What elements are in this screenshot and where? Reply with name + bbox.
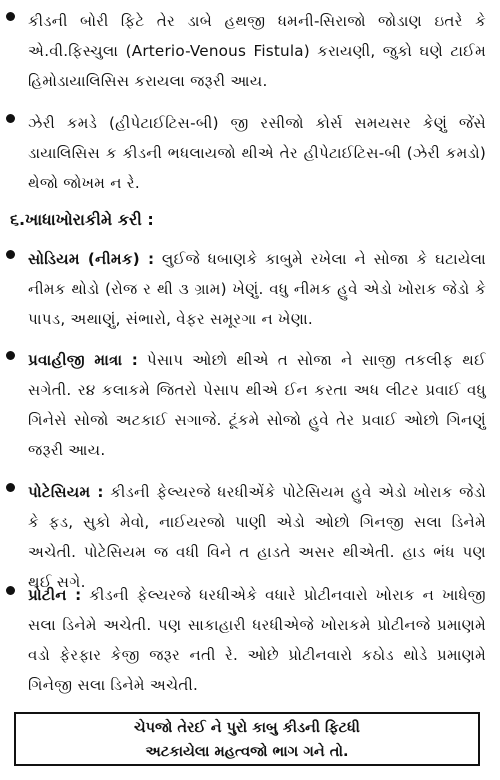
bullet-lead: પ્રવાહીજી માત્રા : — [28, 351, 138, 369]
bullet-text — [28, 6, 486, 96]
bullet-text — [28, 477, 486, 597]
bullet-text — [28, 244, 486, 334]
bullet-icon — [6, 351, 15, 360]
bullet-body: પેસાપ ઓછો થીએ ત સોજા ને સાજી તકલીફ થઈ સગેતી. ર૪ કલાકમે જિતરો પેસાપ થીએ ઈન કરતા અધ લીટર પ્રવાઈ વધુ ગિનેસે સોજો અટકાઈ સગાજે. ટૂંકમે સોજો હુવે તેર પ્રવાઈ ઓછો ગિનણું જરૂરી આય. — [28, 351, 486, 459]
bullet-body: લુઈજે ધબાણકે કાબુમે રખેલા ને સોજા કે ઘટાયેલા નીમક થોડો (રોજ ર થી ૩ ગ્રામ) ખેણું. વધુ નીમક હુવે એડો ખોરાક જેડો કે પાપડ, અથાણું, સંભારો, વેફર સમૂરગા ન ખેણા. — [28, 250, 486, 328]
bullet-item-potassium — [0, 477, 500, 591]
bullet-item-hepatitis — [0, 108, 500, 200]
bullet-lead: પ્રોટીન : — [28, 586, 82, 604]
bullet-body: કીડની ફેલ્યરજે ધરધીએકે વધારે પ્રોટીનવારો ખોરાક ન ખાધેજી સલા ડિનેમે અચેતી. પણ સાકાહારી ધરધીએજે ખોરાકમે પ્રોટીનજે પ્રમાણમે વડો ફેરફાર કેજી જરૂર નતી રે. ઓછે પ્રોટીનવારો કઠોડ થોડે પ્રમાણમે ગિનેજી સલા ડિનેમે અચેતી. — [28, 586, 486, 694]
bullet-icon — [6, 250, 15, 259]
bullet-item-fistula — [0, 6, 500, 98]
footer-callout-box — [14, 712, 480, 766]
bullet-item-protein — [0, 580, 500, 702]
bullet-body: કીડની બોરી ફિટે તેર ડાબે હથજી ધમની-સિરાજો જોડાણ ઇતરે કે એ.વી.ફિસ્ચુલા (Arterio-Venous Fistula) કરાયણી, જુકો ઘણે ટાઈમ હિમોડાયાલિસિસ કરાયલા જરૂરી આય. — [28, 12, 486, 90]
bullet-lead: સોડિયમ (નીમક) : — [28, 250, 155, 268]
bullet-text — [28, 580, 486, 700]
bullet-icon — [6, 586, 15, 595]
bullet-icon — [6, 12, 15, 21]
bullet-item-sodium — [0, 244, 500, 336]
bullet-lead: પોટેસિયમ : — [28, 483, 104, 501]
bullet-item-fluid — [0, 345, 500, 467]
bullet-text — [28, 108, 486, 198]
bullet-icon — [6, 114, 15, 123]
bullet-body: ઝેરી કમડે (હીપેટાઈટિસ-બી) જી રસીજો કોર્સ સમયસર કેણું જેંસે ડાયાલિસિસ ક કીડની ભધલાયજો થીએ તેર હીપેટાઈટિસ-બી (ઝેરી કમડો) થેજો જોખમ ન રે. — [28, 114, 486, 192]
footer-line-1: ચેપજો તેરઈ ને પુરો કાબુ કીડની ફિટધી — [134, 720, 360, 736]
bullet-body: કીડની ફેલ્યરજે ધરધીએંકે પોટેસિયમ હુવે એડો ખોરાક જેડો કે ફડ, સુકો મેવો, નાઈયરજો પાણી એડો ઓછો ગિનજી સલા ડિનેમે અચેતી. પોટેસિયમ જ વધી વિને ત હાડતે અસર થીએતી. હાડ ભંધ પણ થઈ સગે. — [28, 483, 486, 591]
bullet-text — [28, 345, 486, 465]
section-heading: ૬.ખાધાખોરાકીમે કરી : — [10, 210, 154, 229]
bullet-icon — [6, 483, 15, 492]
footer-line-2: અટકાયેલા મહત્વજો ભાગ ગને તો. — [145, 744, 349, 760]
